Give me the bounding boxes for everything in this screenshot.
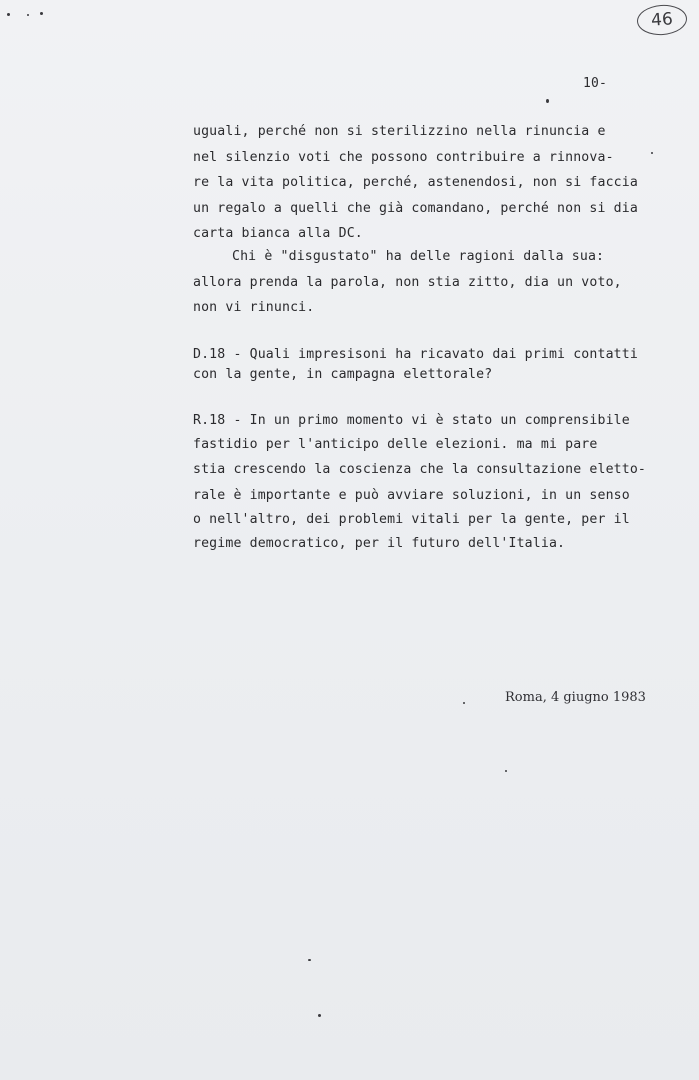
scan-speck — [463, 702, 465, 704]
answer-line: fastidio per l'anticipo delle elezioni. ma mi pare — [193, 437, 598, 452]
question-line: con la gente, in campagna elettorale? — [193, 367, 493, 382]
question-line: D.18 - Quali impresisoni ha ricavato dai primi contatti — [193, 347, 638, 362]
scan-speck — [505, 770, 507, 772]
answer-line: R.18 - In un primo momento vi è stato un comprensibile — [193, 413, 630, 428]
text-line: un regalo a quelli che già comandano, perché non si dia — [193, 201, 638, 216]
answer-line: regime democratico, per il futuro dell'Italia. — [193, 536, 566, 551]
scan-speck — [7, 13, 10, 16]
text-line: carta bianca alla DC. — [193, 226, 363, 241]
answer-line: rale è importante e può avviare soluzioni, in un senso — [193, 488, 630, 503]
folio-number: 46 — [650, 9, 674, 31]
answer-line: stia crescendo la coscienza che la consultazione eletto- — [193, 462, 647, 477]
scan-speck — [546, 99, 549, 103]
text-line: nel silenzio voti che possono contribuire a rinnova- — [193, 150, 614, 165]
answer-line: o nell'altro, dei problemi vitali per la gente, per il — [193, 512, 630, 527]
scan-speck — [651, 152, 653, 154]
text-line: non vi rinunci. — [193, 300, 315, 315]
text-line: Chi è "disgustato" ha delle ragioni dalla sua: — [232, 249, 605, 264]
scan-speck — [27, 14, 29, 16]
scan-speck — [308, 959, 311, 961]
page-number: 10- — [583, 76, 608, 91]
text-line: uguali, perché non si sterilizzino nella rinuncia e — [193, 124, 606, 139]
scan-speck — [318, 1014, 321, 1017]
place-date-signoff: Roma, 4 giugno 1983 — [505, 690, 646, 705]
scan-speck — [40, 12, 43, 15]
folio-stamp — [636, 3, 688, 36]
text-line: allora prenda la parola, non stia zitto, dia un voto, — [193, 275, 622, 290]
text-line: re la vita politica, perché, astenendosi, non si faccia — [193, 175, 638, 190]
